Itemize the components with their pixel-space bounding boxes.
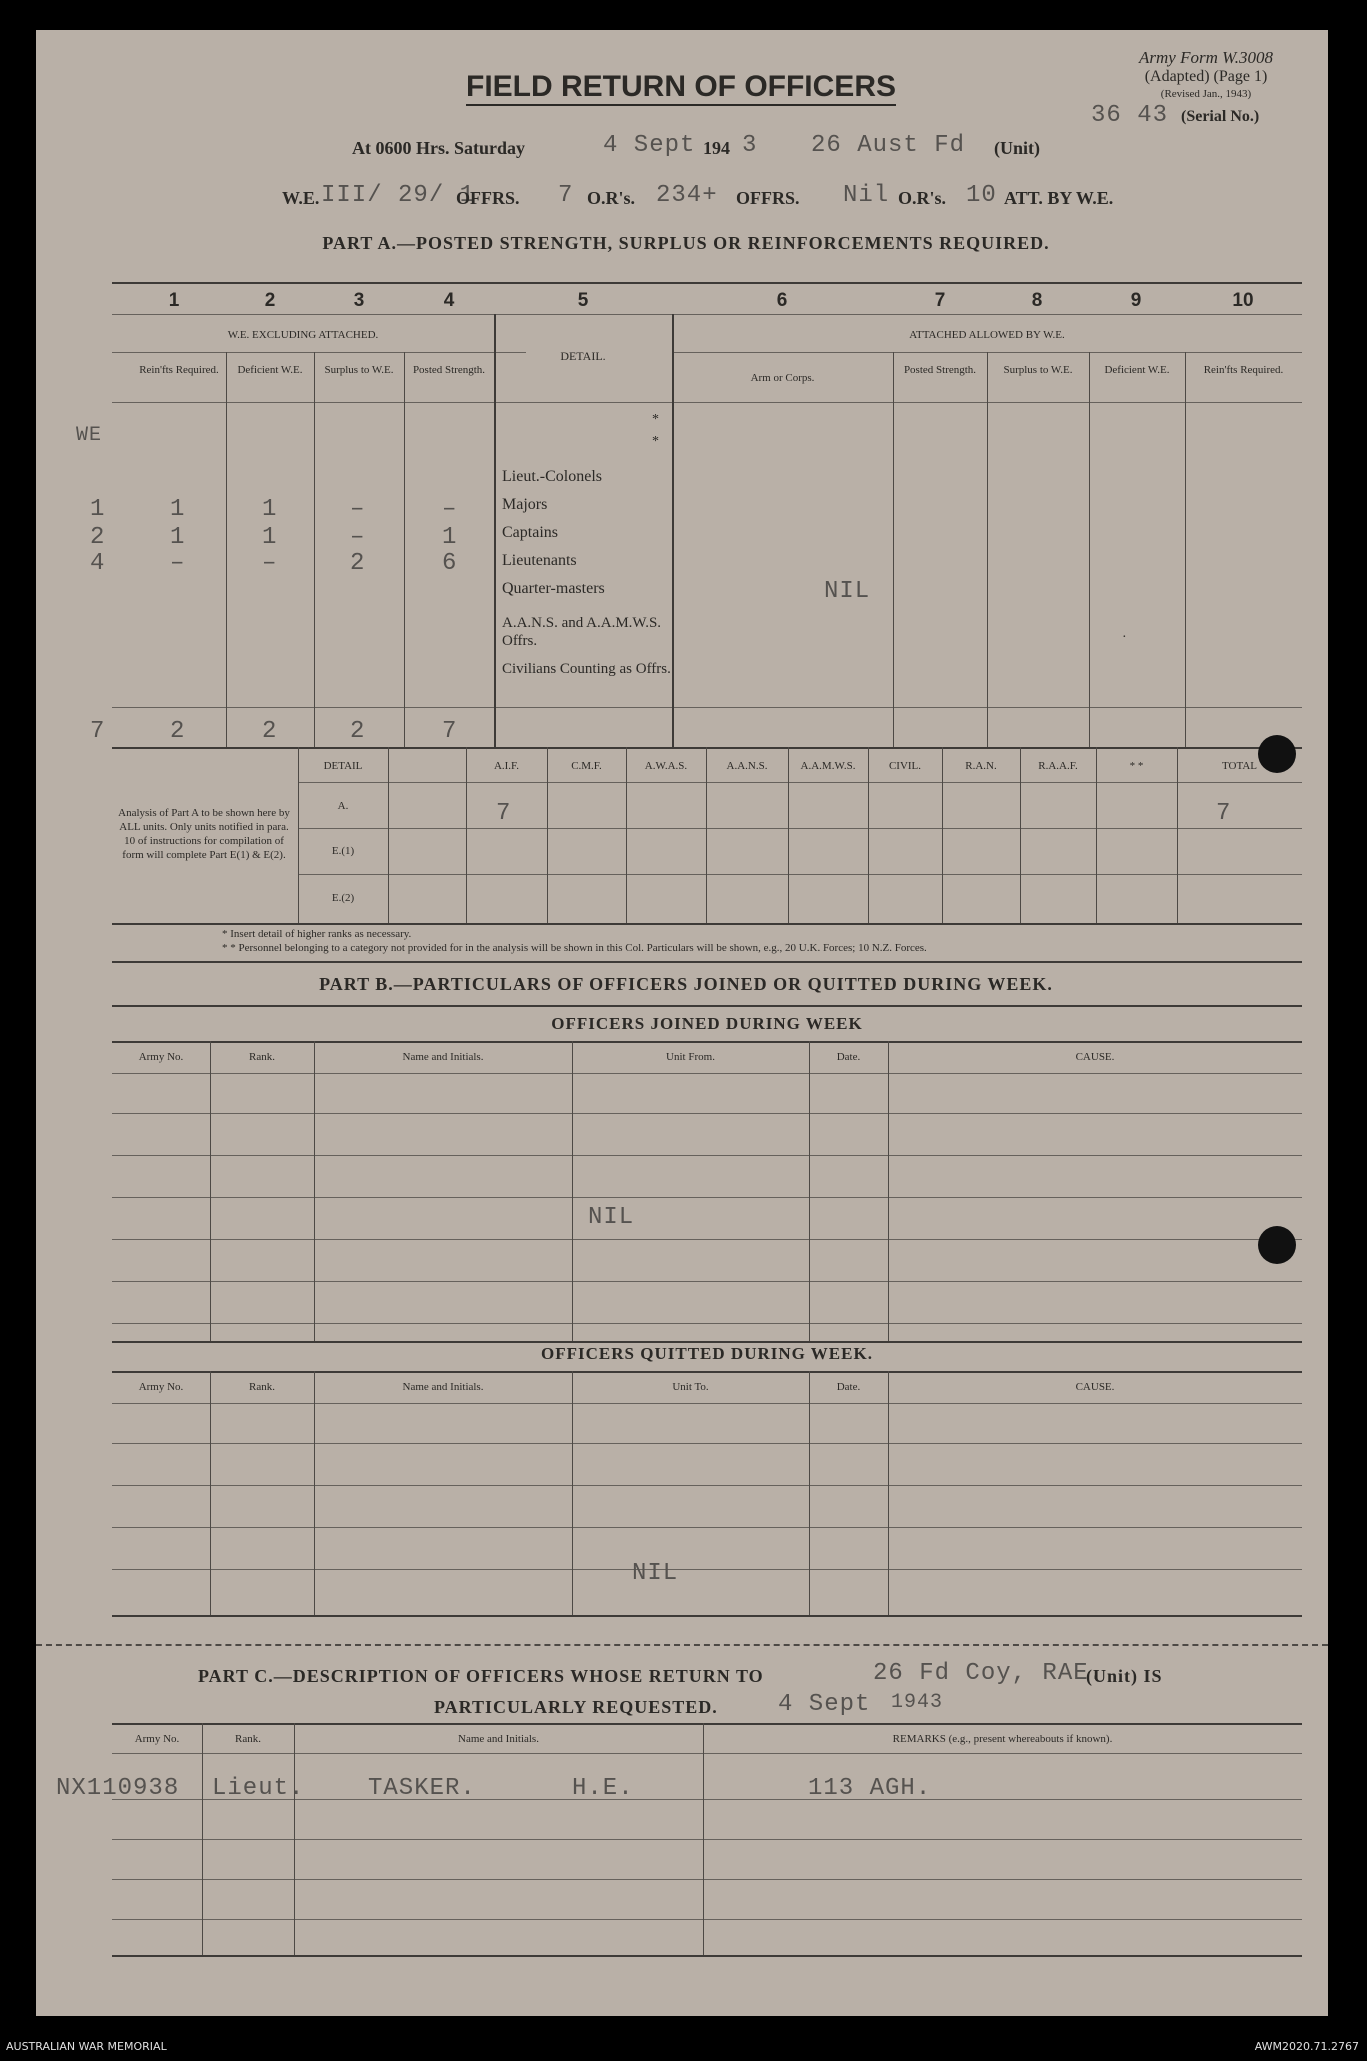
part-c-row-rule	[112, 1839, 1302, 1840]
cell-reinf: –	[170, 550, 186, 577]
att-posted-header: Posted Strength.	[903, 364, 977, 376]
rank-label: Majors	[502, 496, 548, 513]
col-divider	[404, 352, 405, 747]
we-margin-label: WE	[76, 424, 103, 447]
quitted-row-rule	[112, 1485, 1302, 1486]
asterisk-mark: *	[652, 434, 659, 449]
cell-posted: –	[442, 496, 458, 523]
quitted-header: Name and Initials.	[402, 1381, 484, 1393]
joined-header: Date.	[836, 1051, 861, 1063]
column-number: 9	[1130, 290, 1142, 311]
part-b-title: PART B.—PARTICULARS OF OFFICERS JOINED OR QUITTED DURING WEEK.	[319, 974, 1053, 994]
serial-label: (Serial No.)	[1181, 108, 1260, 125]
offrs-att-label: OFFRS.	[736, 188, 800, 208]
part-c-row-rule	[112, 1879, 1302, 1880]
we-label: W.E.	[282, 188, 320, 208]
quitted-header: Rank.	[249, 1381, 275, 1393]
analysis-header: R.A.N.	[965, 760, 997, 772]
we-excluding-header: W.E. EXCLUDING ATTACHED.	[227, 329, 379, 341]
part-c-unit-label: (Unit) IS	[1086, 1666, 1163, 1686]
analysis-header: R.A.A.F.	[1038, 760, 1078, 772]
analysis-header: DETAIL	[323, 760, 363, 772]
page-title: FIELD RETURN OF OFFICERS	[466, 70, 896, 106]
cell-surplus: –	[350, 524, 366, 551]
joined-header: Name and Initials.	[402, 1051, 484, 1063]
rank-label: Quarter-masters	[502, 580, 605, 597]
total-surplus: 2	[350, 718, 366, 745]
col-divider	[942, 747, 943, 923]
attached-nil: NIL	[824, 578, 871, 605]
offrs-value: 7	[558, 182, 574, 209]
att-surplus-header: Surplus to W.E.	[1003, 364, 1073, 376]
part-c-header: Rank.	[235, 1733, 261, 1745]
entry-remarks: 113 AGH.	[808, 1775, 932, 1802]
entry-surname: TASKER.	[368, 1775, 476, 1802]
column-number: 8	[1031, 290, 1043, 311]
we-value: III/ 29/ 1	[321, 182, 476, 209]
analysis-header-rule	[298, 782, 1302, 783]
part-c-header-rule	[112, 1753, 1302, 1754]
part-c-bottom-rule	[112, 1955, 1302, 1957]
detail-header: DETAIL.	[560, 349, 606, 363]
cell-deficient: –	[262, 550, 278, 577]
part-a-end-rule	[112, 961, 1302, 963]
col-divider	[1185, 352, 1186, 747]
analysis-row-label: E.(2)	[331, 892, 355, 904]
army-form-label: Army Form W.3008	[1139, 48, 1273, 67]
cell-deficient: 1	[262, 496, 278, 523]
entry-army-number: NX110938	[56, 1775, 180, 1802]
col-divider	[987, 352, 988, 747]
column-number: 6	[776, 290, 788, 311]
cut-line	[36, 1644, 1328, 1646]
part-a-title: PART A.—POSTED STRENGTH, SURPLUS OR REINFORCEMENTS REQUIRED.	[322, 233, 1050, 253]
col-divider	[868, 747, 869, 923]
part-c-date: 4 Sept	[778, 1691, 871, 1718]
col-divider	[1089, 352, 1090, 747]
ors-label: O.R's.	[587, 188, 636, 208]
attached-allowed-header: ATTACHED ALLOWED BY W.E.	[909, 329, 1065, 341]
arm-or-corps-header: Arm or Corps.	[750, 372, 815, 384]
form-sheet	[36, 30, 1328, 2016]
footer-accession: AWM2020.71.2767	[1254, 2040, 1359, 2053]
joined-header: CAUSE.	[1075, 1051, 1115, 1063]
footnote-other-categories: * * Personnel belonging to a category not provided for in the analysis will be shown in this Col. Particulars will be shown, e.g., 20 U.K. Forces; 10 N.Z. Forces.	[222, 942, 927, 954]
joined-top-rule	[112, 1041, 1302, 1043]
analysis-header: A.W.A.S.	[644, 760, 688, 772]
col-divider	[210, 1371, 211, 1615]
col-divider	[226, 352, 227, 747]
cell-posted: 1	[442, 524, 458, 551]
joined-row-rule	[112, 1113, 1302, 1114]
part-a-bottom-rule	[112, 747, 1302, 749]
punch-hole	[1258, 1226, 1296, 1264]
we-value-captains: 2	[90, 524, 106, 551]
col-divider	[809, 1371, 810, 1615]
analysis-header: A.I.F.	[493, 760, 520, 772]
date-value: 4 Sept	[603, 132, 696, 159]
col-divider	[1177, 747, 1178, 923]
joined-row-rule	[112, 1323, 1302, 1324]
joined-header: Unit From.	[666, 1051, 715, 1063]
footer-credit: AUSTRALIAN WAR MEMORIAL	[6, 2040, 167, 2053]
part-c-row-rule	[112, 1919, 1302, 1920]
total-deficient: 2	[262, 718, 278, 745]
quitted-header: Army No.	[138, 1381, 184, 1393]
serial-number: 36 43	[1091, 102, 1169, 129]
unit-label: (Unit)	[994, 138, 1040, 158]
at-hours-label: At 0600 Hrs. Saturday	[352, 138, 526, 158]
analysis-note: Analysis of Part A to be shown here by ALL units. Only units notified in para. 10 of instructions for compilation of form will complete Part E(1) & E(2).	[118, 807, 290, 861]
part-c-header: REMARKS (e.g., present whereabouts if known).	[892, 1733, 1113, 1745]
col-divider	[1096, 747, 1097, 923]
joined-row-rule	[112, 1197, 1302, 1198]
col-divider	[893, 352, 894, 747]
col-divider	[888, 1371, 889, 1615]
year-value: 3	[742, 132, 758, 159]
rank-label: Captains	[502, 524, 558, 541]
col-divider	[809, 1041, 810, 1341]
aif-a-value: 7	[496, 800, 512, 827]
analysis-row-rule	[298, 874, 1302, 875]
part-c-year: 1943	[891, 1691, 944, 1714]
analysis-header: * *	[1129, 760, 1144, 772]
total-we: 7	[90, 718, 106, 745]
column-number: 2	[264, 290, 276, 311]
joined-row-rule	[112, 1239, 1302, 1240]
rank-label: Civilians Counting as Offrs.	[502, 661, 671, 677]
analysis-bottom-rule	[112, 923, 1302, 925]
att-reinforcements-header: Rein'fts Required.	[1203, 364, 1284, 376]
cell-deficient: 1	[262, 524, 278, 551]
rank-label: A.A.N.S. and A.A.M.W.S. Offrs.	[502, 615, 662, 649]
ors-att-value: 10	[966, 182, 997, 209]
col-divider	[626, 747, 627, 923]
total-posted: 7	[442, 718, 458, 745]
column-number: 7	[934, 290, 946, 311]
quitted-top-rule	[112, 1371, 1302, 1373]
part-b-rule	[112, 1005, 1302, 1007]
cell-posted: 6	[442, 550, 458, 577]
offrs-att-value: Nil	[843, 182, 890, 209]
analysis-header: A.A.N.S.	[726, 760, 768, 772]
quitted-header: Date.	[836, 1381, 861, 1393]
column-number: 10	[1232, 290, 1254, 311]
footnote-higher-ranks: * Insert detail of higher ranks as necessary.	[222, 928, 412, 940]
column-number: 5	[577, 290, 589, 311]
we-value-majors: 1	[90, 496, 106, 523]
col-divider	[888, 1041, 889, 1341]
analysis-header: C.M.F.	[571, 760, 602, 772]
col-divider	[314, 1371, 315, 1615]
asterisk-mark: *	[652, 412, 659, 427]
quitted-header: Unit To.	[672, 1381, 709, 1393]
quitted-header: CAUSE.	[1075, 1381, 1115, 1393]
col-divider	[388, 747, 389, 923]
entry-rank: Lieut.	[212, 1775, 305, 1802]
rank-label: Lieut.-Colonels	[502, 468, 602, 485]
rank-label: Lieutenants	[502, 552, 577, 569]
joined-title: OFFICERS JOINED DURING WEEK	[551, 1014, 863, 1033]
col-divider	[572, 1371, 573, 1615]
part-a-num-rule	[112, 314, 1302, 315]
punch-hole	[1258, 735, 1296, 773]
analysis-row-label: E.(1)	[331, 845, 355, 857]
col-divider	[788, 747, 789, 923]
cell-surplus: 2	[350, 550, 366, 577]
total-a-value: 7	[1216, 800, 1232, 827]
col-divider	[314, 352, 315, 747]
col-divider	[494, 314, 496, 747]
reinforcements-header: Rein'fts Required.	[139, 364, 219, 376]
column-number: 1	[168, 290, 180, 311]
cell-surplus: –	[350, 496, 366, 523]
posted-strength-header: Posted Strength.	[412, 364, 486, 376]
quitted-header-rule	[112, 1403, 1302, 1404]
part-c-label: PART C.—DESCRIPTION OF OFFICERS WHOSE RETURN TO	[198, 1666, 764, 1686]
unit-value: 26 Aust Fd	[811, 132, 966, 159]
part-c-requested-label: PARTICULARLY REQUESTED.	[434, 1697, 718, 1717]
we-value-lieutenants: 4	[90, 550, 106, 577]
joined-row-rule	[112, 1281, 1302, 1282]
joined-header-rule	[112, 1073, 1302, 1074]
revised-label: (Revised Jan., 1943)	[1160, 88, 1252, 100]
year-prefix: 194	[703, 138, 730, 158]
col-divider	[572, 1041, 573, 1341]
joined-bottom-rule	[112, 1341, 1302, 1343]
quitted-nil: NIL	[632, 1560, 679, 1587]
col-divider	[466, 747, 467, 923]
analysis-row-label: A.	[337, 800, 349, 812]
adapted-label: (Adapted) (Page 1)	[1144, 68, 1268, 85]
part-a-top-rule	[112, 282, 1302, 284]
part-c-header: Army No.	[134, 1733, 180, 1745]
att-deficient-header: Deficient W.E.	[1104, 364, 1170, 376]
ors-value: 234+	[656, 182, 718, 209]
col-divider	[706, 747, 707, 923]
col-divider	[1020, 747, 1021, 923]
deficient-header: Deficient W.E.	[237, 364, 303, 376]
part-c-unit: 26 Fd Coy, RAE.	[873, 1660, 1105, 1687]
part-a-header-rule	[112, 402, 1302, 403]
column-number: 4	[443, 290, 455, 311]
analysis-header: CIVIL.	[888, 760, 922, 772]
cell-reinf: 1	[170, 496, 186, 523]
analysis-header: TOTAL	[1222, 760, 1257, 772]
ors-att-label: O.R's.	[898, 188, 947, 208]
cell-reinf: 1	[170, 524, 186, 551]
quitted-row-rule	[112, 1443, 1302, 1444]
offrs-label: OFFRS.	[456, 188, 520, 208]
joined-header: Army No.	[138, 1051, 184, 1063]
col-divider	[202, 1723, 203, 1955]
we-group-rule	[112, 352, 526, 353]
quitted-title: OFFICERS QUITTED DURING WEEK.	[541, 1344, 873, 1363]
col-divider	[547, 747, 548, 923]
quitted-row-rule	[112, 1569, 1302, 1570]
joined-nil: NIL	[588, 1204, 635, 1231]
col-divider	[294, 1723, 295, 1955]
column-number: 3	[353, 290, 365, 311]
entry-initials: H.E.	[572, 1775, 634, 1802]
stray-mark: ·	[1122, 630, 1127, 645]
quitted-row-rule	[112, 1527, 1302, 1528]
analysis-header: A.A.M.W.S.	[800, 760, 856, 772]
part-c-top-rule	[112, 1723, 1302, 1725]
joined-header: Rank.	[249, 1051, 275, 1063]
col-divider	[703, 1723, 704, 1955]
joined-row-rule	[112, 1155, 1302, 1156]
col-divider	[314, 1041, 315, 1341]
quitted-bottom-rule	[112, 1615, 1302, 1617]
surplus-header: Surplus to W.E.	[324, 364, 394, 376]
total-reinf: 2	[170, 718, 186, 745]
part-a-total-rule	[112, 707, 1302, 708]
col-divider	[210, 1041, 211, 1341]
analysis-row-rule	[298, 828, 1302, 829]
part-c-header: Name and Initials.	[458, 1733, 539, 1745]
att-by-we-label: ATT. BY W.E.	[1004, 188, 1114, 208]
